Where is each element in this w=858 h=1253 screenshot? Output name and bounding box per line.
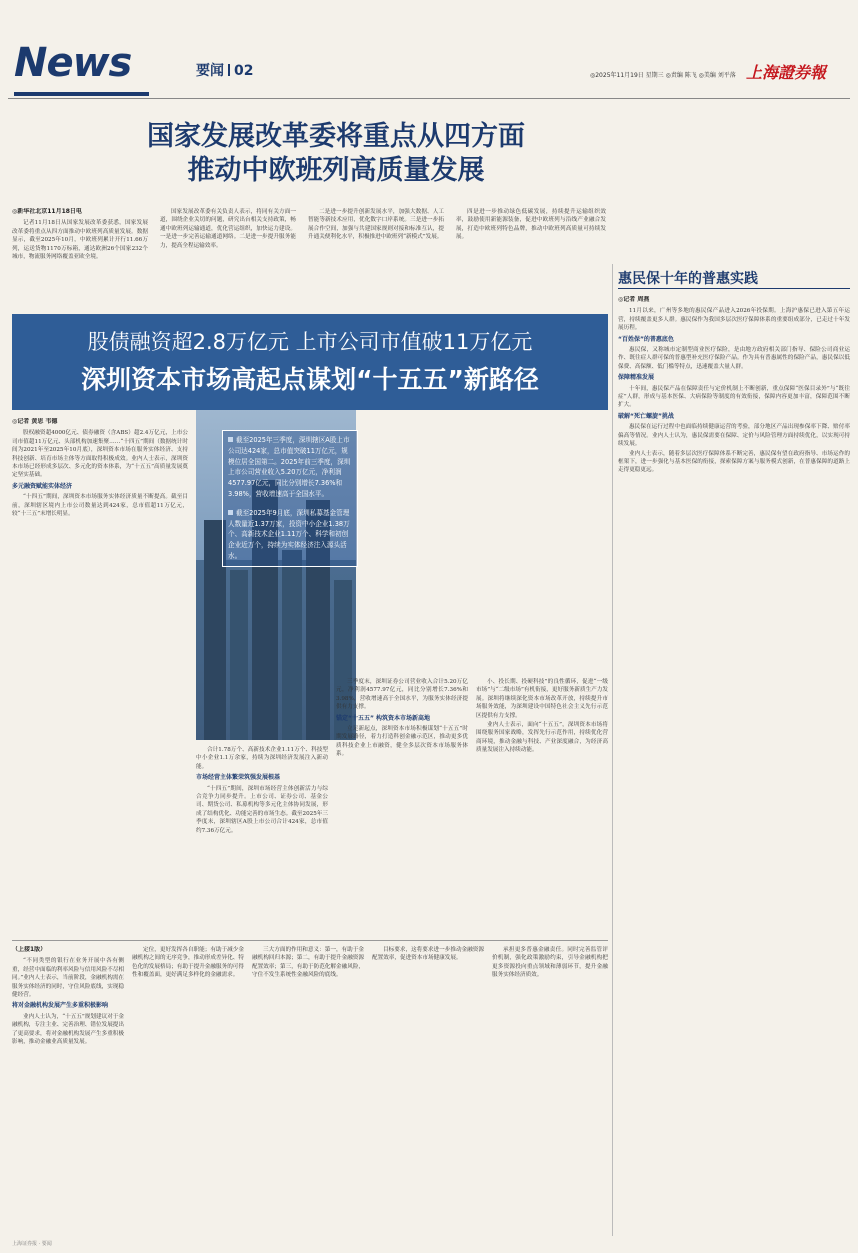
feature-paragraph: “十四五”期间，深圳市场经营主体创新活力与综合竞争力同步提升。上市公司、证券公司、基金公司、期货公司、私募机构等多元化主体协同发展，形成了结构优化、功能完善的市场生态。截至2025年三季度末，深圳辖区A股上市公司合计424家，总市值约7.36万亿元。 <box>196 785 328 834</box>
header-rule <box>8 98 850 99</box>
right-paragraph: 惠民保，又称城市定制型商业医疗保险，是由地方政府相关部门指导、保险公司商业运作、既往症人群可保的普惠型补充医疗保险产品。作为具有普惠属性的保险产品，惠民保以低保费、高保额、低门槛等特点，迅速覆盖大量人群。 <box>618 347 850 370</box>
right-paragraph: 惠民保在运行过程中也面临持续健康运营的考验，部分地区产品出现参保率下降、赔付率偏高等情况。业内人士认为，惠民保需要在保障、定价与风险管理方面持续优化，以实现可持续发展。 <box>618 424 850 448</box>
bottom-paragraph: 承担更多普惠金融责任。同时完善监管评价机制，强化政策激励约束，引导金融机构把更多资源投向重点领域和薄弱环节，提升金融服务实体经济质效。 <box>492 947 608 979</box>
feature-banner-title: 深圳资本市场高起点谋划“十五五”新路径 <box>81 365 539 394</box>
feature-col3 <box>336 678 468 934</box>
right-story-body <box>618 296 850 1236</box>
bottom-paragraph: 业内人士认为，“十五五”规划建议对于金融机构，专注主业、完善治理、错位发展提出了更高要求，将对金融机构发展产生多重积极影响，推动金融业高质量发展。 <box>12 1013 124 1046</box>
bottom-col4 <box>372 946 484 1236</box>
bottom-paragraph: 定位，更好发挥各自职能；有助于减少金融机构之间的无序竞争，推动形成差异化、特色化的发展格局；有助于提升金融服务的可得性和覆盖面，更好满足多样化的金融需求。 <box>132 947 244 979</box>
feature-paragraph: 立足新起点，深圳资本市场积极谋划“十五五”时期发展路径，着力打造科创金融示范区，推动更多优质科技企业上市融资，健全多层次资本市场服务体系。 <box>336 726 468 758</box>
right-paragraph: 业内人士表示，随着多层次医疗保障体系不断完善，惠民保有望在政府指导、市场运作的框架下，进一步强化与基本医保的衔接，探索保障方案与服务模式创新，在普惠保障的道路上走得更稳更远。 <box>618 450 850 474</box>
logo-underline <box>14 92 149 96</box>
lead-byline: ◎新华社北京11月18日电 <box>12 208 82 215</box>
feature-paragraph: 业内人士表示，面向“十五五”，深圳资本市场将围绕服务国家战略，发挥先行示范作用，持续优化营商环境，推动金融与科技、产业深度融合，为经济高质量发展注入持续动能。 <box>476 722 608 754</box>
masthead <box>0 0 858 98</box>
section-divider <box>12 940 608 941</box>
bottom-paragraph: 三大方面的作用和意义：第一，有助于金融机构回归本源；第二，有助于提升金融资源配置效率；第三，有助于防范化解金融风险，守住不发生系统性金融风险的底线。 <box>252 947 364 979</box>
bottom-col3 <box>252 946 364 1236</box>
bottom-col5 <box>492 946 608 1236</box>
feature-paragraph: 股权融资超4000亿元、债券融资（含ABS）超2.4万亿元，上市公司市值超11万亿元、头部机构加速集聚……“十四五”期间（数据统计时间为2021年至2025年10月底），深圳资本市场在服务实体经济、支持科技创新、培育市场主体等方面取得积极成效。业内人士表示，深圳资本市场已经形成多层次、多元化的资本体系，为“十五五”高质量发展奠定坚实基础。 <box>12 430 188 479</box>
feature-col2 <box>196 746 328 934</box>
right-paragraph: 十年间，惠民保产品在保障责任与定价机制上不断创新，重点保障“医保目录外”与“既往症”人群，形成与基本医保、大病保险等制度的有效衔接，保障内容更加丰富，保障范围不断扩大。 <box>618 385 850 409</box>
feature-paragraph: 小、投长期、投硬科技”的良性循环，促进“一级市场”与“二级市场”有机衔接，更好服务新质生产力发展。深圳将继续深化资本市场改革开放，持续提升市场服务效能，为深圳建设中国特色社会主义先行示范区提供有力支撑。 <box>476 679 608 719</box>
right-title-rule <box>618 288 850 289</box>
feature-banner <box>12 314 608 410</box>
main-headline <box>66 120 606 188</box>
main-headline-line1: 国家发展改革委将重点从四方面 <box>147 121 525 152</box>
stats-infobox <box>222 430 358 567</box>
bottom-subheading: 将对金融机构发展产生多重积极影响 <box>12 1002 109 1010</box>
feature-subheading: 锚定“十五五” 构筑资本市场新高地 <box>336 714 430 722</box>
feature-col4 <box>476 678 608 934</box>
lead-paragraph: 国家发展改革委有关负责人表示，将同有关方面一道，围绕企业关切的问题，研究出台相关支持政策，畅通中欧班列运输通道，优化营运组织，加快运力建设。一是进一步完善运输通道网络。二是进一步提升服务能力，提高全程运输效率。 <box>160 209 296 249</box>
lead-paragraph: 四是进一步推动绿色低碳发展，持续提升运输组织效率，鼓励使用新能源装备，促进中欧班列与沿线产业融合发展，打造中欧班列特色品牌，推动中欧班列高质量可持续发展。 <box>456 209 606 241</box>
lead-story-col3 <box>308 208 444 308</box>
photo-building <box>230 570 248 740</box>
bottom-paragraph: 目标要求，这将要求进一步推动金融资源配置效率，促进资本市场健康发展。 <box>372 947 484 962</box>
column-divider <box>612 264 613 1236</box>
page-number: 02 <box>234 63 254 79</box>
bottom-col1 <box>12 946 124 1236</box>
feature-paragraph: “十四五”期间，深圳资本市场服务实体经济质量不断提高。截至目前，深圳辖区境内上市公司数量达到424家，总市值超11万亿元，较“十三五”末增长明显。 <box>12 494 188 518</box>
right-story-title: 惠民保十年的普惠实践 <box>618 271 758 287</box>
infobox-item: 截至2025年9月底，深圳私募基金管理人数量近1.37万家，投资中小企业1.38万个、高新技术企业1.11万个、科学和初创企业近万个，持续为实体经济注入源头活水。 <box>228 508 350 560</box>
bottom-paragraph: “不同类型的银行在业务开展中各有侧重，经营中面临的利率风险与信用风险不尽相同。”业内人士表示，当前阶段，金融机构需在服务实体经济的同时，守住风险底线，实现稳健经营。 <box>12 958 124 999</box>
newspaper-logo: 上海證券報 <box>746 63 827 82</box>
feature-paragraph: 合计1.78万个、高新技术企业1.11万个、科技型中小企业1.1万余家，持续为深圳经济发展注入新动能。 <box>196 747 328 770</box>
right-subheading: 保障精准发展 <box>618 374 655 382</box>
footer-note: 上海证券报 · 要闻 <box>12 1241 52 1247</box>
lead-story-col1 <box>12 208 148 308</box>
infobox-item: 截至2025年三季度，深圳辖区A股上市公司达424家，总市值突破11万亿元，规模位居全国第二。2025年前三季度，深圳上市公司营业收入5.20万亿元，净利润4577.97亿元，同比分别增长7.36%和3.98%，营收增速高于全国水平。 <box>228 436 351 498</box>
photo-building <box>282 550 302 740</box>
lead-story-col4 <box>456 208 606 308</box>
feature-subheading: 多元融资赋能实体经济 <box>12 482 73 490</box>
feature-col1 <box>12 418 188 938</box>
feature-banner-subtitle: 股债融资超2.8万亿元 上市公司市值破11万亿元 <box>87 330 533 354</box>
news-logo: News <box>14 40 132 86</box>
continued-tag: （上接1版） <box>12 946 47 953</box>
feature-byline: ◎记者 黄思 韦德 <box>12 418 58 425</box>
publication-info: ◎2025年11月19日 星期三 ◎责编 陈飞 ◎美编 刘平落 <box>590 72 736 79</box>
right-subheading: “百姓保”的普惠底色 <box>618 335 674 343</box>
feature-subheading: 市场经营主体繁荣筑强发展根基 <box>196 774 281 782</box>
bullet-icon <box>228 437 233 442</box>
main-headline-line2: 推动中欧班列高质量发展 <box>187 155 485 186</box>
section-title: 要闻 <box>196 63 224 79</box>
lead-paragraph: 记者11月18日从国家发展改革委获悉，国家发展改革委将重点从四方面推动中欧班列高质量发展。数据显示，截至2025年10月，中欧班列累计开行11.66万列，运送货物1170万标箱，通达欧洲26个国家232个城市，物流服务网络覆盖亚欧全境。 <box>12 220 148 261</box>
section-separator <box>228 64 230 76</box>
right-subheading: 破解“死亡螺旋”挑战 <box>618 412 674 420</box>
right-paragraph: 11月以来，广州等多地的惠民保产品进入2026年投保期。上海沪惠保已进入第五年运营，持续覆盖更多人群。惠民保作为我国多层次医疗保障体系的重要组成部分，已走过十年发展历程。 <box>618 308 850 332</box>
right-byline: ◎记者 周燕 <box>618 296 650 303</box>
lead-story-col2 <box>160 208 296 308</box>
feature-paragraph: 三季度末，深圳证券公司营业收入合计5.20万亿元，净利润4577.97亿元，同比分别增长7.36%和3.98%，营收增速高于全国水平，为服务实体经济提供有力支撑。 <box>336 679 468 711</box>
bullet-icon <box>228 510 233 515</box>
bottom-col2 <box>132 946 244 1236</box>
lead-paragraph: 二是进一步提升创新发展水平，加强大数据、人工智能等新技术应用，优化数字口岸系统。三是进一步拓展合作空间，加强与共建国家规则对接和标准互认，提升通关便利化水平，积极推进中欧班列“新模式”发展。 <box>308 209 444 241</box>
section-label <box>196 60 253 80</box>
